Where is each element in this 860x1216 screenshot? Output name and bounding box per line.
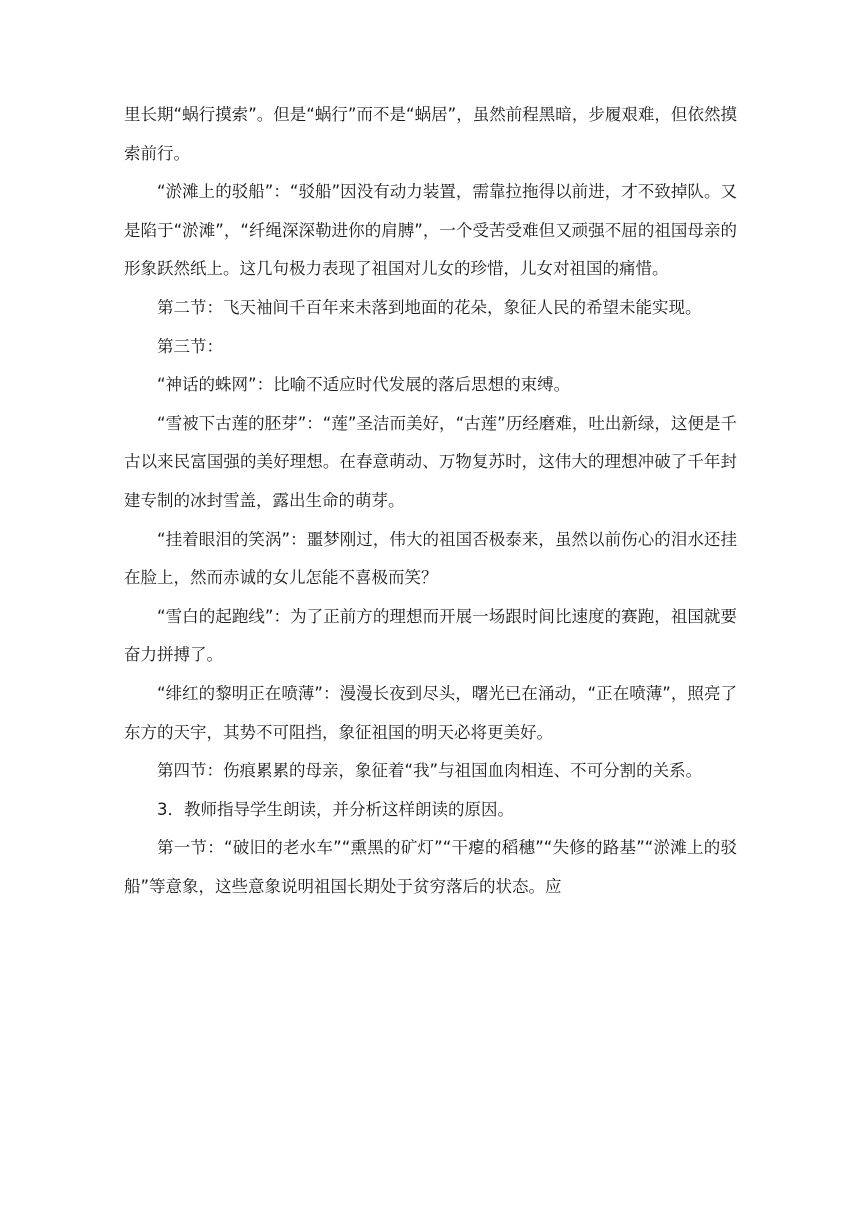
paragraph: 第三节：: [157, 336, 223, 356]
paragraph: “淤滩上的驳船”：“驳船”因没有动力装置，需靠拉拖得以前进，才不致掉队。又是陷于“淤滩”，“纤绳深深勒进你的肩膊”，一个受苦受难但又顽强不屈的祖国母亲的形象跃然纸上。这几句极力表现了祖国对儿女的珍惜，儿女对祖国的痛惜。: [124, 182, 737, 279]
paragraph: 3．教师指导学生朗读，并分析这样朗读的原因。: [157, 799, 514, 819]
paragraph: “神话的蛛网”：比喻不适应时代发展的落后思想的束缚。: [157, 375, 571, 395]
paragraph: “雪被下古莲的胚芽”：“莲”圣洁而美好，“古莲”历经磨难，吐出新绿，这便是千古以来民富国强的美好理想。在春意萌动、万物复苏时，这伟大的理想冲破了千年封建专制的冰封雪盖，露出生命的萌芽。: [124, 413, 737, 510]
paragraph: 里长期“蜗行摸索”。但是“蜗行”而不是“蜗居”，虽然前程黑暗，步履艰难，但依然摸索前行。: [124, 105, 737, 163]
document-body: [124, 96, 737, 906]
paragraph: 第二节：飞天袖间千百年来未落到地面的花朵，象征人民的希望未能实现。: [157, 297, 702, 317]
paragraph: 第四节：伤痕累累的母亲，象征着“我”与祖国血肉相连、不可分割的关系。: [157, 761, 703, 781]
paragraph: “雪白的起跑线”：为了正前方的理想而开展一场跟时间比速度的赛跑，祖国就要奋力拼搏了。: [124, 606, 737, 665]
paragraph: “挂着眼泪的笑涡”：噩梦刚过，伟大的祖国否极泰来，虽然以前伤心的泪水还挂在脸上，然而赤诚的女儿怎能不喜极而笑？: [124, 529, 737, 588]
paragraph: “绯红的黎明正在喷薄”：漫漫长夜到尽头，曙光已在涌动，“正在喷薄”，照亮了东方的天宇，其势不可阻挡，象征祖国的明天必将更美好。: [124, 683, 737, 742]
paragraph: 第一节：“破旧的老水车”“熏黑的矿灯”“干瘪的稻穗”“失修的路基”“淤滩上的驳船”等意象，这些意象说明祖国长期处于贫穷落后的状态。应: [124, 838, 737, 896]
